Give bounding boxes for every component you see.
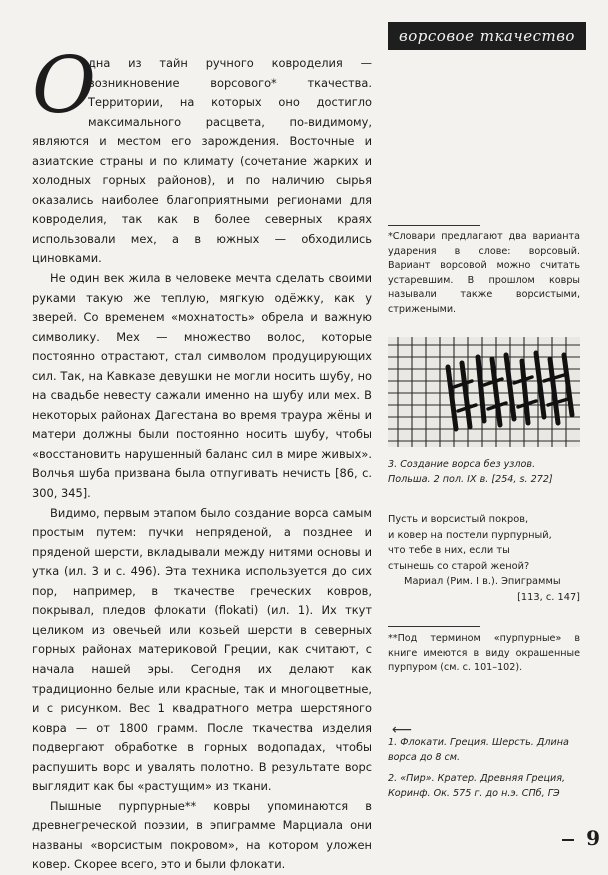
paragraph-1	[32, 41, 372, 269]
figure-3-caption: 3. Создание ворса без узлов. Польша. 2 пол. IX в. [254, s. 272]	[388, 459, 553, 485]
running-header: ворсовое ткачество	[388, 22, 586, 50]
poem-line: Пусть и ворсистый покров,	[388, 514, 529, 525]
poem-line: стынешь со старой женой?	[388, 560, 530, 572]
arrow-left-icon: ⟵	[392, 722, 413, 738]
weave-diagram-icon	[388, 337, 580, 447]
page-number: 9	[570, 826, 600, 850]
caption-1: 1. Флокати. Греция. Шерсть. Длина ворса до 8 см.	[388, 737, 569, 763]
footnote-1: *Словари предлагают два варианта ударения в слове: ворсовый. Вариант ворсовой можно считать устаревшим. В прошлом ковры называли также ворсистыми, стрижеными.	[388, 231, 580, 315]
paragraph-3: Видимо, первым этапом было создание ворса самым простым путем: пучки непряденой, а позднее и пряденой шерсти, вкладывали между нитями основы и утка (ил. 3 и с. 496). Эта техника используется до сих пор, например, в ткачестве греческих ковров, покрывал, пледов флокати (flokati) (ил. 1). Их ткут целиком из овечьей или козьей шерсти в северных горных районах материковой Греции, как считают, с начала нашей эры. Сегодня их делают как традиционно белые или красные, так и многоцветные, и с рисунком. Вес 1 квадратного метра шерстяного ковра — от 1800 грамм. После ткачества изделия подвергают обработке в горных водопадах, чтобы распушить ворс и увалять полотно. В результате ворс выглядит как бы «растущим» из ткани.	[32, 505, 372, 794]
drop-cap: О	[32, 41, 96, 131]
poem-line: и ковер на постели пурпурный,	[388, 529, 552, 541]
footnote-2: **Под термином «пурпурные» в книге имеются в виду окрашенные пурпуром (см. с. 101–102).	[388, 633, 580, 674]
caption-2: 2. «Пир». Кратер. Древняя Греция, Коринф. Ок. 575 г. до н.э. СПб, ГЭ	[388, 773, 566, 799]
poem-attribution: Мариал (Рим. I в.). Эпиграммы	[404, 576, 561, 588]
main-text-column	[32, 41, 372, 875]
paragraph-1-text: дна из тайн ручного ковроделия — возникновение ворсового* ткачества. Территории, на которых оно достигло максимального расцвета, по-видимому, являются и местом его зарождения. Восточные и азиатские страны и по климату (сочетание жарких и холодных горных районов), и по наличию сырья оказались наиболее благоприятными регионами для ковроделия, так как в более северных краях использовали мех, а в южных — обходились циновками.	[32, 56, 372, 266]
epigram-poem	[388, 512, 580, 606]
footnote-rule-1	[388, 225, 480, 226]
paragraph-4: Пышные пурпурные** ковры упоминаются в древнегреческой поэзии, в эпиграмме Марциала они названы «ворсистым покровом», на котором уложен ковер. Скорее всего, это и были флокати.	[32, 798, 372, 872]
poem-reference: [113, с. 147]	[517, 591, 580, 603]
paragraph-2: Не один век жила в человеке мечта сделать своими руками такую же теплую, мягкую одёжку, как у зверей. Со временем «мохнатость» обрела и важную символику. Мех — множество волос, которые постоянно отрастают, стал символом продуцирующих сил. Так, на Кавказе девушки не могли носить шубу, но на свадьбе невесту сажали именно на шубу или мех. В некоторых районах Дагестана во время траура жёны и матери должны были постоянно носить шубу, чтобы «восстановить нарушенный баланс сил в мире живых». Волчья шуба призвана была отпугивать нечисть [86, с. 300, 345].	[32, 271, 372, 501]
footnote-rule-2	[388, 626, 480, 627]
poem-line: что тебе в них, если ты	[388, 545, 510, 557]
weave-illustration	[388, 337, 580, 447]
